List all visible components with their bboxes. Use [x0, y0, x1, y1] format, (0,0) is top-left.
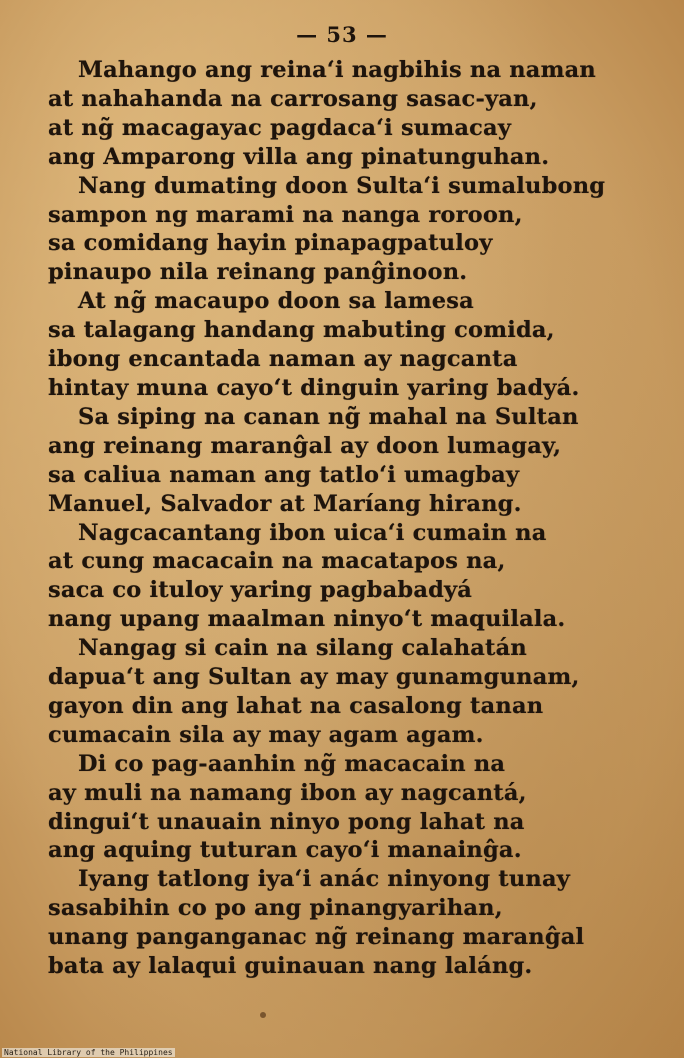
stanza [48, 172, 648, 288]
poem-body [48, 56, 648, 981]
verse-line: sa comidang hayin pinapagpatuloy [48, 230, 493, 257]
verse-line: unang panganganac ng̃ reinang maranĝal [48, 924, 585, 951]
verse-line: ay muli na namang ibon ay nagcantá, [48, 779, 527, 806]
verse-line: bata ay lalaqui guinauan nang laláng. [48, 953, 533, 980]
stanza [48, 750, 648, 866]
verse-line: ang aquing tuturan cayo‘i manainĝa. [48, 837, 522, 864]
verse-line: ang reinang maranĝal ay doon lumagay, [48, 432, 562, 459]
verse-line: Nangag si cain na silang calahatán [78, 635, 527, 662]
verse-line: pinaupo nila reinang panĝinoon. [48, 259, 468, 286]
stanza [48, 403, 648, 519]
verse-line: sa talagang handang mabuting comida, [48, 317, 555, 344]
verse-line: Nang dumating doon Sulta‘i sumalubong [78, 172, 606, 199]
verse-line: dapua‘t ang Sultan ay may gunamgunam, [48, 664, 580, 691]
page-number: — 53 — [296, 22, 388, 47]
verse-line: At ng̃ macaupo doon sa lamesa [78, 288, 474, 315]
stanza [48, 865, 648, 981]
verse-line: hintay muna cayo‘t dinguin yaring badyá. [48, 374, 580, 401]
verse-line: Mahango ang reina‘i nagbihis na naman [78, 57, 596, 83]
verse-line: sasabihin co po ang pinangyarihan, [48, 895, 503, 922]
verse-line: sampon ng marami na nanga roroon, [48, 201, 523, 228]
verse-line: at ng̃ macagayac pagdaca‘i sumacay [48, 114, 512, 141]
verse-line: nang upang maalman ninyo‘t maquilala. [48, 606, 566, 633]
verse-line: Nagcacantang ibon uica‘i cumain na [78, 519, 547, 546]
verse-line: at cung macacain na macatapos na, [48, 548, 506, 575]
verse-line: saca co ituloy yaring pagbabadyá [48, 577, 473, 604]
verse-line: sa caliua naman ang tatlo‘i umagbay [48, 461, 520, 488]
stanza [48, 634, 648, 750]
stanza [48, 287, 648, 403]
verse-line: Sa siping na canan ng̃ mahal na Sultan [78, 403, 579, 430]
stanza [48, 56, 648, 172]
verse-line: dingui‘t unauain ninyo pong lahat na [48, 808, 525, 835]
verse-line: Iyang tatlong iya‘i anác ninyong tunay [78, 866, 571, 893]
library-credit: National Library of the Philippines [4, 1048, 173, 1057]
verse-line: Di co pag-aanhin ng̃ macacain na [78, 750, 506, 777]
verse-line: Manuel, Salvador at Maríang hirang. [48, 490, 522, 517]
ink-spot [260, 1012, 266, 1018]
verse-line: ang Amparong villa ang pinatunguhan. [48, 143, 550, 170]
stanza [48, 519, 648, 635]
verse-line: at nahahanda na carrosang sasac-yan, [48, 85, 538, 112]
verse-line: ibong encantada naman ay nagcanta [48, 346, 518, 373]
verse-line: cumacain sila ay may agam agam. [48, 721, 484, 748]
verse-line: gayon din ang lahat na casalong tanan [48, 692, 544, 719]
